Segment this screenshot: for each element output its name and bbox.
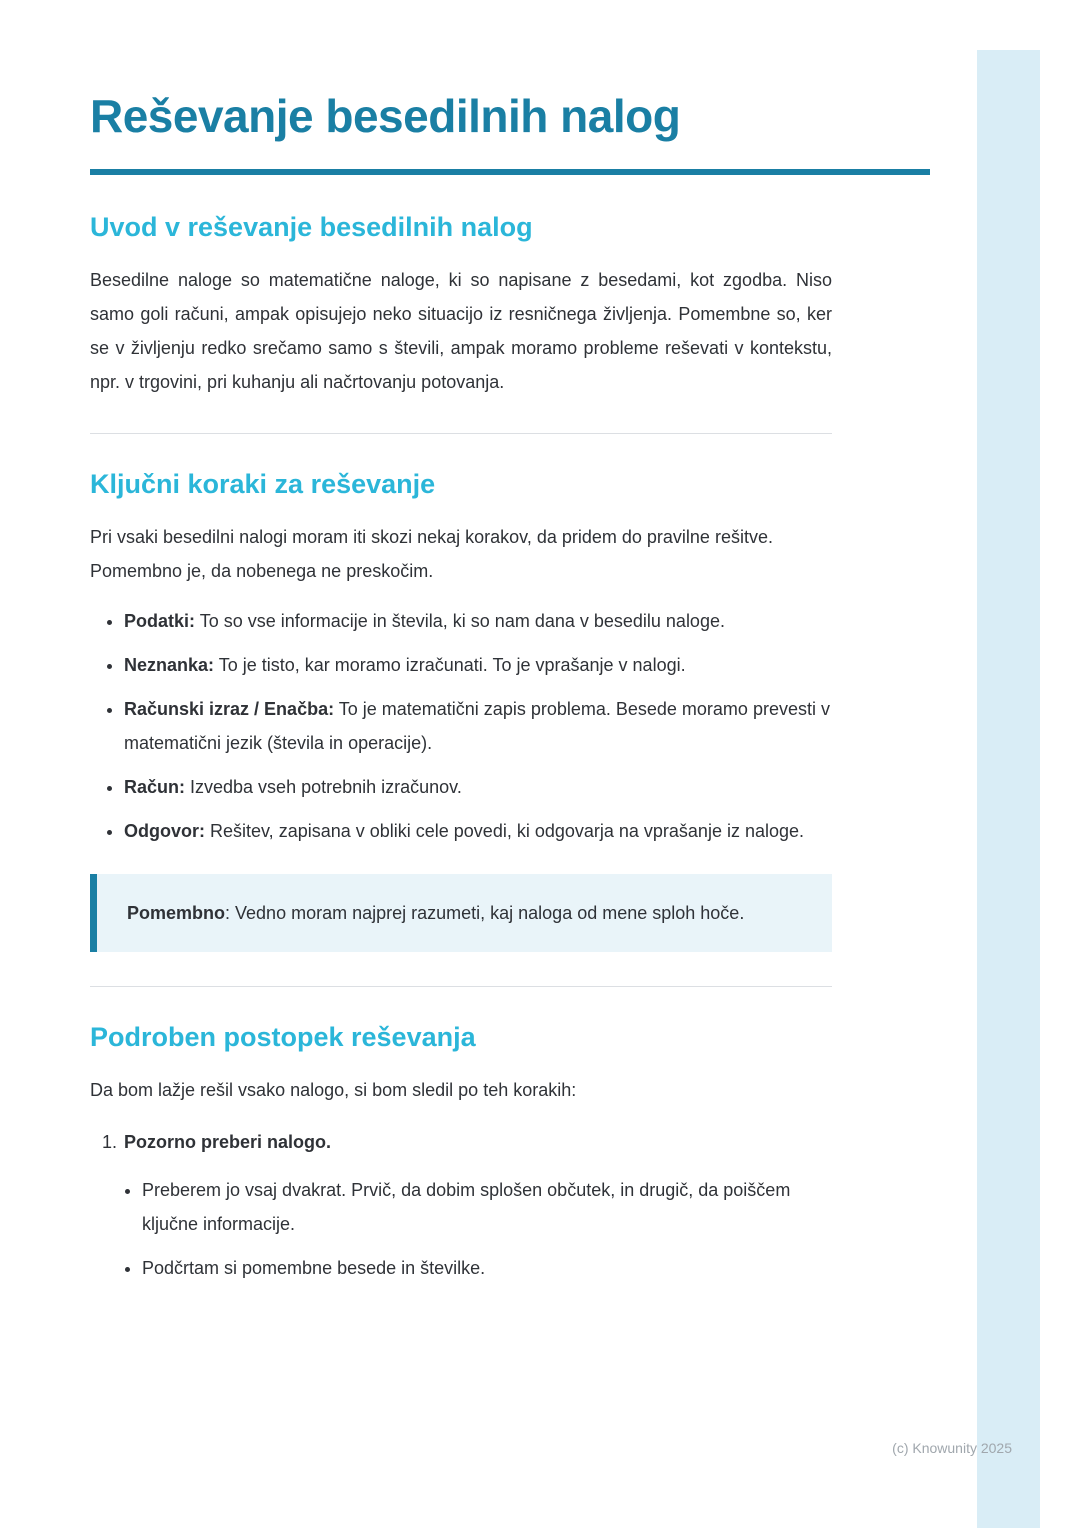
sub-bullet-list bbox=[90, 1173, 832, 1285]
section-heading-key-steps: Ključni koraki za reševanje bbox=[90, 468, 436, 499]
item-number: 1. bbox=[102, 1131, 118, 1152]
procedure-paragraph: Da bom lažje rešil vsako nalogo, si bom sledil po teh korakih: bbox=[90, 1079, 577, 1100]
key-steps-list bbox=[90, 604, 832, 848]
content-column bbox=[90, 0, 832, 1285]
bullet-text: To so vse informacije in števila, ki so nam dana v besedilu naloge. bbox=[195, 610, 725, 631]
callout-text bbox=[127, 896, 802, 930]
section-procedure bbox=[90, 1021, 832, 1285]
list-item bbox=[124, 692, 832, 760]
bullet-lead: Računski izraz / Enačba: bbox=[124, 698, 335, 719]
bullet-text: Rešitev, zapisana v obliki cele povedi, ki odgovarja na vprašanje iz naloge. bbox=[205, 820, 805, 841]
sub-list-item: • Podčrtam si pomembne besede in številke. bbox=[142, 1251, 832, 1285]
bullet-text: Izvedba vseh potrebnih izračunov. bbox=[185, 776, 462, 797]
intro-paragraph: Besedilne naloge so matematične naloge, ki so napisane z besedami, kot zgodba. Niso samo goli računi, ampak opisujejo neko situacijo iz resničnega življenja. Pomembne so, ker se v življenju redko srečamo samo s števili, ampak moramo probleme reševati v kontekstu, npr. v trgovini, pri kuhanju ali načrtovanju potovanja. bbox=[90, 269, 832, 392]
item-title: Pozorno preberi nalogo. bbox=[124, 1131, 332, 1152]
key-steps-paragraph: Pri vsaki besedilni nalogi moram iti skozi nekaj korakov, da pridem do pravilne rešitve. Pomembno je, da nobenega ne preskočim. bbox=[90, 526, 773, 581]
list-item bbox=[124, 814, 832, 848]
numbered-item bbox=[90, 1125, 832, 1285]
section-intro bbox=[90, 211, 832, 399]
callout-lead: Pomembno bbox=[127, 902, 226, 923]
list-item bbox=[124, 770, 832, 804]
bullet-lead: Podatki: bbox=[124, 610, 196, 631]
bullet-lead: Račun: bbox=[124, 776, 186, 797]
bullet-lead: Neznanka: bbox=[124, 654, 215, 675]
list-item bbox=[124, 604, 832, 638]
page-title: Reševanje besedilnih nalog bbox=[90, 90, 681, 142]
section-key-steps bbox=[90, 468, 832, 952]
decorative-strip bbox=[977, 50, 1040, 1528]
section-divider bbox=[90, 433, 832, 434]
section-heading-intro: Uvod v reševanje besedilnih nalog bbox=[90, 211, 533, 242]
bullet-lead: Odgovor: bbox=[124, 820, 205, 841]
title-rule bbox=[90, 169, 930, 175]
section-divider bbox=[90, 986, 832, 987]
bullet-text: To je tisto, kar moramo izračunati. To je vprašanje v nalogi. bbox=[214, 654, 686, 675]
list-item bbox=[124, 648, 832, 682]
important-callout bbox=[90, 874, 832, 952]
section-heading-procedure: Podroben postopek reševanja bbox=[90, 1021, 476, 1052]
callout-body: : Vedno moram najprej razumeti, kaj naloga od mene sploh hoče. bbox=[225, 902, 745, 923]
copyright: (c) Knowunity 2025 bbox=[892, 1440, 1012, 1456]
bullet-text: To je matematični zapis problema. Besede moramo prevesti v matematični jezik (števila in operacije). bbox=[124, 698, 830, 753]
sub-list-item: • Preberem jo vsaj dvakrat. Prvič, da dobim splošen občutek, in drugič, da poiščem ključne informacije. bbox=[142, 1173, 832, 1241]
